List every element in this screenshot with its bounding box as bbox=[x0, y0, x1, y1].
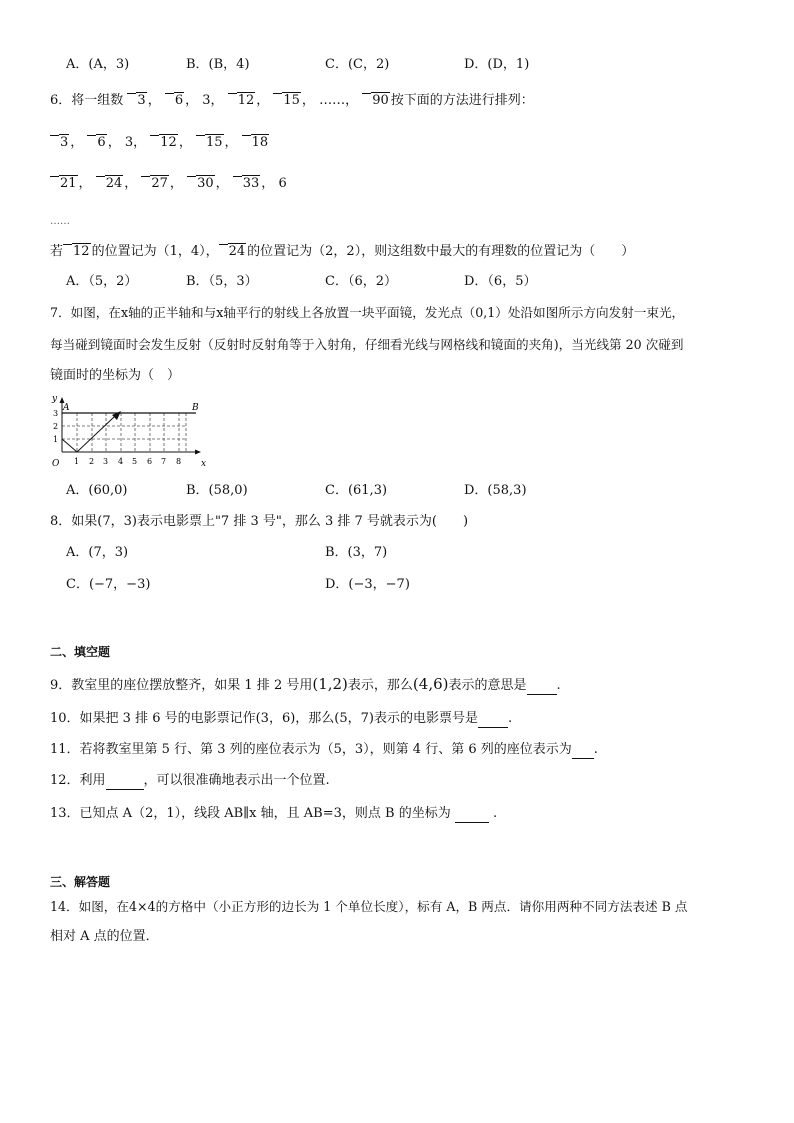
y-axis-label: y bbox=[52, 394, 58, 404]
q14-line-1: 14．如图，在4×4的方格中（小正方形的边长为 1 个单位长度），标有 A，B 两点．请你用两种不同方法表述 B 点 bbox=[50, 899, 688, 914]
q5-option-d: D．(D，1) bbox=[464, 57, 530, 72]
q9-text-c: 表示的意思是 bbox=[448, 678, 527, 693]
y-tick-label: 1 bbox=[53, 435, 59, 444]
q11-text-a: 11．若将教室里第 5 行、第 3 列的座位表示为（5，3），则第 4 行、第 6 列的座位表示为 bbox=[50, 742, 572, 757]
q7-stem-line-1: 7．如图，在x轴的正半轴和与x轴平行的射线上各放置一块平面镜，发光点（0,1）处沿如图所示方向发射一束光， bbox=[50, 305, 685, 320]
q6-condition-a: 若 bbox=[50, 244, 64, 259]
q7-option-b: B．(58,0) bbox=[186, 483, 248, 498]
x-tick-label: 5 bbox=[132, 457, 138, 466]
x-tick-label: 2 bbox=[89, 457, 95, 466]
q6-radical: 15 bbox=[273, 92, 301, 110]
q6-option-b: B．（5，3） bbox=[186, 274, 258, 289]
q6-radical: 21 bbox=[50, 175, 78, 193]
q6-option-a: A．（5，2） bbox=[66, 274, 138, 289]
q6-ellipsis: …… bbox=[319, 93, 346, 108]
q8-option-a: A．(7，3) bbox=[66, 545, 129, 560]
x-tick-label: 4 bbox=[118, 457, 124, 466]
q6-radical: 3 bbox=[127, 92, 146, 110]
q12-answer-blank[interactable] bbox=[106, 775, 144, 790]
q6-radical: 6 bbox=[165, 92, 184, 110]
q7-mirror-figure bbox=[46, 392, 216, 472]
x-axis-label: x bbox=[201, 459, 207, 469]
x-axis-arrow bbox=[195, 450, 201, 455]
x-tick-label: 7 bbox=[161, 457, 167, 466]
q6-number: 6 bbox=[278, 176, 287, 191]
point-b-label: B bbox=[192, 403, 199, 413]
q6-stem-prefix: 6．将一组数 bbox=[50, 93, 124, 108]
q6-stem: 6．将一组数 3 ， 6 ， 3， 12 ， 15 ， ……， 90 按下面的方法进行排列： bbox=[50, 93, 534, 108]
q8-option-b: B．(3，7) bbox=[325, 545, 388, 560]
origin-label: O bbox=[52, 459, 60, 469]
x-tick-label: 8 bbox=[176, 457, 182, 466]
q6-radical: 15 bbox=[196, 134, 224, 152]
q6-condition-b: 的位置记为（1，4）， bbox=[91, 244, 219, 259]
q5-option-a: A．(A，3) bbox=[66, 57, 130, 72]
q6-radical: 12 bbox=[63, 243, 91, 261]
section-solve-title: 三、解答题 bbox=[50, 875, 111, 889]
q11-text-b: . bbox=[593, 742, 598, 757]
q6-option-c: C．（6，2） bbox=[325, 274, 397, 289]
q6-condition-c: 的位置记为（2，2），则这组数中最大的有理数的位置记为（ ） bbox=[247, 244, 635, 259]
q9-answer-blank[interactable] bbox=[527, 680, 557, 695]
q6-radical: 12 bbox=[150, 134, 178, 152]
q6-radical: 30 bbox=[187, 175, 215, 193]
q14-line-2: 相对 A 点的位置． bbox=[50, 929, 159, 944]
q10-text-a: 10．如果把 3 排 6 号的电影票记作(3，6)，那么(5，7)表示的电影票号是 bbox=[50, 711, 478, 726]
section-fill-in-title: 二、填空题 bbox=[50, 645, 111, 659]
x-tick-label: 6 bbox=[147, 457, 153, 466]
q9-text-a: 9．教室里的座位摆放整齐，如果 1 排 2 号用 bbox=[50, 678, 313, 693]
x-tick-label: 1 bbox=[74, 457, 80, 466]
q13 bbox=[50, 805, 497, 823]
q13-text-a: 13．已知点 A（2，1），线段 AB∥x 轴，且 AB=3，则点 B 的坐标为 bbox=[50, 806, 455, 821]
q7-stem-line-3: 镜面时的坐标为（ ） bbox=[50, 368, 181, 383]
q6-radical: 18 bbox=[242, 134, 270, 152]
q6-number: 3 bbox=[124, 135, 134, 150]
q9 bbox=[50, 675, 561, 695]
q9-text-d: . bbox=[556, 678, 561, 693]
ray-arrow bbox=[112, 411, 121, 420]
q7-option-d: D．(58,3) bbox=[464, 483, 527, 498]
q6-radical: 12 bbox=[228, 92, 256, 110]
q6-radical: 33 bbox=[233, 175, 261, 193]
q9-pair-1: (1,2) bbox=[312, 675, 348, 693]
q9-text-b: 表示，那么 bbox=[347, 678, 413, 693]
q13-text-b: . bbox=[488, 806, 498, 821]
q5-option-b: B．(B，4) bbox=[186, 57, 250, 72]
grid-lines bbox=[62, 413, 186, 452]
q6-option-d: D．（6，5） bbox=[464, 274, 537, 289]
y-tick-label: 3 bbox=[53, 409, 59, 418]
q12-text-a: 12．利用 bbox=[50, 773, 106, 788]
point-a-label: A bbox=[63, 403, 70, 413]
q6-radical: 90 bbox=[362, 92, 390, 110]
q6-row-2: 21 ， 24 ， 27 ， 30 ， 33 ， 6 bbox=[50, 175, 287, 193]
q6-radical: 24 bbox=[96, 175, 124, 193]
q6-radical: 27 bbox=[141, 175, 169, 193]
q12 bbox=[50, 772, 330, 790]
q10 bbox=[50, 710, 512, 728]
x-tick-label: 3 bbox=[103, 457, 109, 466]
q12-text-b: ，可以很准确地表示出一个位置. bbox=[143, 773, 330, 788]
q11-answer-blank[interactable] bbox=[572, 744, 594, 759]
q6-radical: 6 bbox=[87, 134, 106, 152]
q6-row-1: 3 ， 6 ， 3， 12 ， 15 ， 18 bbox=[50, 134, 270, 152]
q10-answer-blank[interactable] bbox=[478, 713, 508, 728]
q8-option-d: D．(−3，−7) bbox=[325, 577, 410, 592]
q7-option-c: C．(61,3) bbox=[325, 483, 388, 498]
y-tick-label: 2 bbox=[53, 422, 59, 431]
q5-option-c: C．(C，2) bbox=[325, 57, 390, 72]
q9-pair-2: (4,6) bbox=[412, 675, 449, 693]
q6-radical: 24 bbox=[219, 243, 247, 261]
q6-condition bbox=[50, 243, 634, 261]
q6-stem-suffix: 按下面的方法进行排列： bbox=[390, 93, 534, 108]
q8-stem: 8．如果(7，3)表示电影票上"7 排 3 号"，那么 3 排 7 号就表示为( ) bbox=[50, 514, 469, 529]
q7-option-a: A．(60,0) bbox=[66, 483, 128, 498]
q6-radical: 3 bbox=[50, 134, 69, 152]
q7-stem-line-2: 每当碰到镜面时会发生反射（反射时反射角等于入射角，仔细看光线与网格线和镜面的夹角)，当光线第 20 次碰到 bbox=[50, 337, 684, 352]
q13-answer-blank[interactable] bbox=[455, 808, 489, 823]
q6-ellipsis-line: …… bbox=[50, 216, 70, 227]
q6-number: 3 bbox=[202, 93, 211, 108]
q8-option-c: C．(−7，−3) bbox=[66, 577, 151, 592]
q10-text-b: . bbox=[508, 711, 513, 726]
q11 bbox=[50, 741, 598, 759]
